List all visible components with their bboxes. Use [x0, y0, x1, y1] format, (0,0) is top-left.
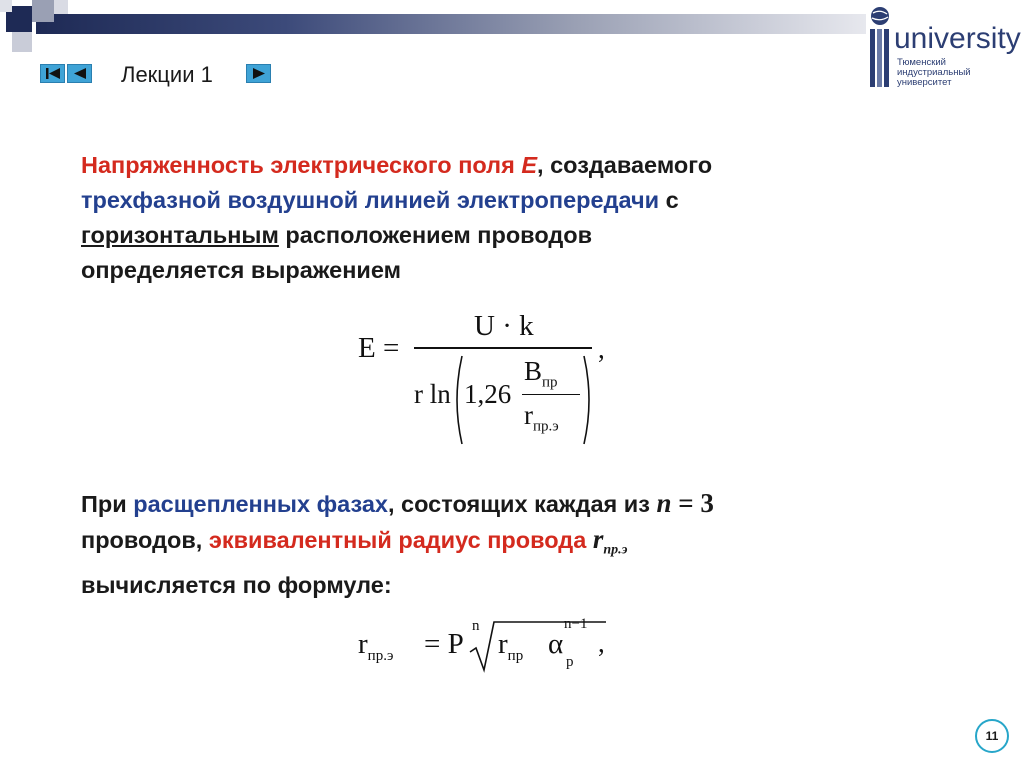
first-slide-button[interactable] — [40, 64, 65, 83]
parenthesis-right — [582, 354, 596, 446]
globe-icon — [866, 4, 896, 88]
text: вычисляется по формуле: — [81, 571, 392, 598]
inner-fraction-bar — [522, 394, 580, 395]
decor-square — [54, 0, 68, 14]
text: определяется выражением — [81, 257, 402, 283]
logo-wordmark: university — [894, 22, 1021, 55]
subscript-pre: пр.э — [367, 647, 394, 664]
next-slide-icon — [251, 67, 267, 80]
text: , создаваемого — [537, 152, 713, 178]
text: При — [81, 491, 134, 517]
variable-n: n — [656, 488, 672, 518]
logo-subtitle-line: Тюменский — [897, 57, 946, 68]
symbol-r: r — [498, 628, 508, 660]
lecture-label: Лекции 1 — [121, 62, 213, 87]
root-index: n — [472, 618, 480, 634]
formula-lhs — [358, 628, 393, 665]
text-blue: расщепленных фазах — [133, 491, 388, 517]
decor-square — [12, 32, 32, 52]
text-blue: трехфазной воздушной линией электропередачи — [81, 187, 660, 213]
alpha-subscript: р — [566, 654, 574, 670]
symbol-b: B — [524, 356, 543, 386]
parenthesis-left — [450, 354, 464, 446]
first-slide-icon — [45, 67, 61, 80]
text: , состоящих каждая из — [388, 491, 657, 517]
formula-coefficient: 1,26 — [464, 379, 512, 409]
fraction-bar — [414, 347, 592, 349]
logo-subtitle-line: университет — [897, 77, 952, 88]
decor-square — [0, 0, 12, 12]
variable-e: E — [521, 152, 538, 178]
text-red: Напряженность электрического поля — [81, 152, 522, 178]
formula-denominator-prefix: r ln — [414, 379, 451, 409]
header-decoration — [0, 0, 860, 70]
text: проводов, — [81, 527, 209, 553]
formula-alpha: α — [548, 628, 564, 660]
subscript-pre: пр.э — [533, 418, 559, 435]
value-3: = 3 — [671, 488, 714, 518]
prev-slide-button[interactable] — [67, 64, 92, 83]
subscript-pr: пр — [542, 374, 558, 391]
formula-comma: , — [598, 334, 605, 364]
formula-equivalent-radius — [358, 614, 618, 684]
logo-subtitle — [897, 58, 971, 88]
decor-square — [32, 0, 54, 22]
formula-r — [524, 400, 559, 435]
variable-r: r — [592, 524, 604, 554]
formula-field-strength — [352, 306, 622, 456]
symbol-r: r — [358, 628, 368, 660]
paragraph-intro — [81, 148, 712, 288]
subscript-pre: пр.э — [603, 542, 628, 558]
next-slide-button[interactable] — [246, 64, 271, 83]
text-red: эквивалентный радиус провода — [208, 527, 593, 553]
formula-r-pr — [498, 628, 523, 665]
paragraph-split-phases — [81, 486, 714, 603]
formula-comma: , — [598, 628, 605, 658]
alpha-superscript: n−1 — [564, 616, 588, 632]
prev-slide-icon — [72, 67, 88, 80]
formula-lhs: E = — [358, 332, 400, 364]
symbol-r: r — [524, 400, 533, 430]
text-underlined: горизонтальным — [81, 222, 279, 248]
subscript-pr: пр — [507, 647, 524, 664]
formula-equals-p: = P — [424, 628, 464, 660]
text: с — [659, 187, 679, 213]
slide-navigation — [40, 64, 92, 84]
logo-subtitle-line: индустриальный — [897, 67, 971, 78]
formula-numerator: U · k — [474, 310, 534, 342]
formula-b — [524, 356, 558, 391]
page-number-badge: 11 — [975, 719, 1009, 753]
text: расположением проводов — [278, 222, 593, 248]
header-band — [36, 14, 866, 34]
